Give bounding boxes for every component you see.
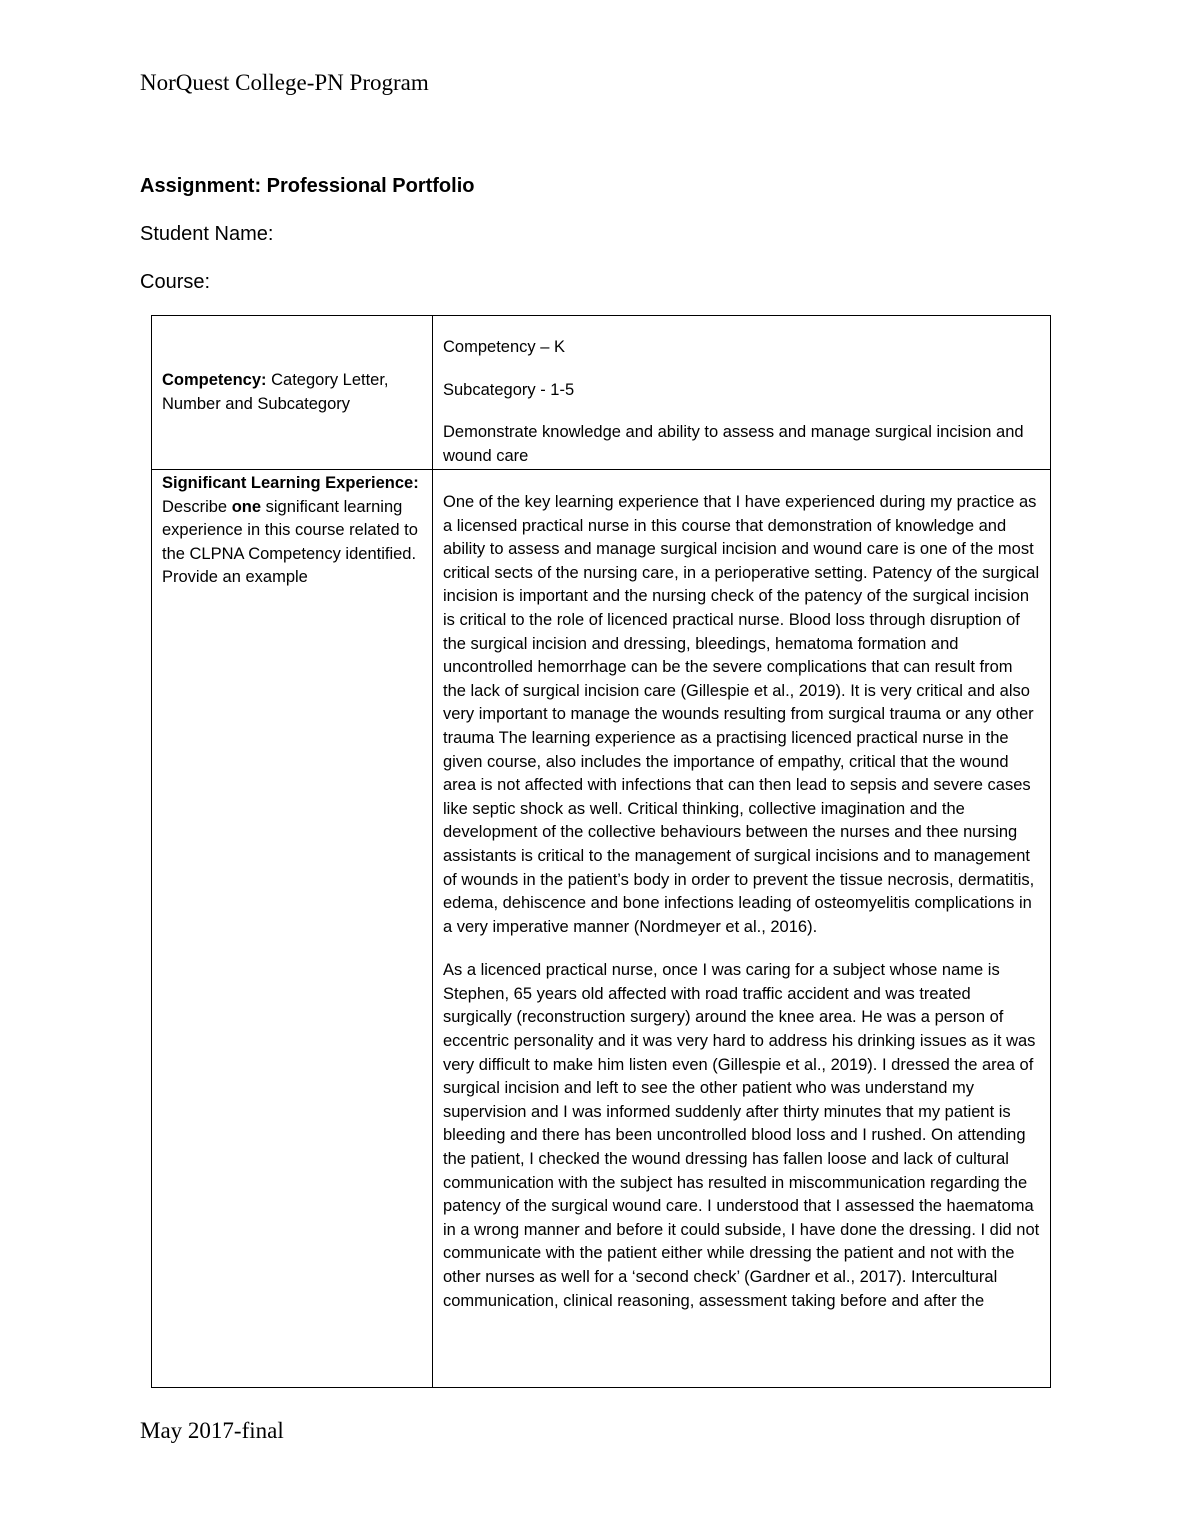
experience-label-cell [152,470,433,1388]
experience-label-one: one [231,497,262,516]
competency-letter: Competency – K [443,338,565,356]
page-footer: May 2017-final [140,1418,284,1443]
experience-content-cell [433,470,1051,1388]
course-label: Course: [140,271,211,293]
experience-label-description: significant learning experience in this course related to the CLPNA Competency identified. Provide an example [162,497,418,587]
experience-paragraph-2: As a licenced practical nurse, once I was caring for a subject whose name is Stephen, 65 years old affected with road traffic accident and was treated surgically (reconstruction surgery) around the knee area. He was a person of eccentric personality and it was very hard to address his drinking issues as it was very difficult to make him listen even (Gillespie et al., 2019). I dressed the area of surgical incision and left to see the other patient who was understand my supervision and I was informed suddenly after thirty minutes that my patient is bleeding and there has been uncontrolled blood loss and I rushed. On attending the patient, I checked the wound dressing has fallen loose and lack of cultural communication with the subject has resulted in miscommunication regarding the patency of the surgical wound care. I understood that I assessed the haematoma in a wrong manner and before it could subside, I have done the dressing. I did not communicate with the patient either while dressing the patient and not with the other nurses as well for a ‘second check’ (Gardner et al., 2017). Intercultural communication, clinical reasoning, assessment taking before and after the [443,961,1040,1310]
assignment-title: Assignment: Professional Portfolio [140,175,475,197]
competency-label-description: Category Letter, Number and Subcategory [162,370,389,413]
experience-label-heading: Significant Learning Experience: [162,474,419,492]
portfolio-table [151,315,1051,1388]
experience-content [443,491,1040,1386]
page-header: NorQuest College-PN Program [140,70,429,95]
competency-description: Demonstrate knowledge and ability to assess and manage surgical incision and wound care [443,423,1024,465]
student-name-label: Student Name: [140,223,274,245]
competency-subcategory: Subcategory - 1-5 [443,380,575,399]
competency-row [152,316,1051,470]
experience-label-describe: Describe [162,497,232,516]
experience-paragraph-1: One of the key learning experience that I have experienced during my practice as a licensed practical nurse in this course that demonstration of knowledge and ability to assess and manage surgical incision and wound care is one of the most critical sects of the nursing care, in a perioperative setting. Patency of the surgical incision is important and the nursing check of the patency of the surgical incision is critical to the role of licenced practical nurse. Blood loss through disruption of the surgical incision and dressing, bleedings, hematoma formation and uncontrolled hemorrhage can be the severe complications that can result from the lack of surgical incision care (Gillespie et al., 2019). It is very critical and also very important to manage the wounds resulting from surgical trauma or any other trauma The learning experience as a practising licenced practical nurse in the given course, also includes the importance of empathy, critical that the wound area is not affected with infections that can then lead to sepsis and severe cases like septic shock as well. Critical thinking, collective imagination and the development of the collective behaviours between the nurses and thee nursing assistants is critical to the management of surgical incisions and to management of wounds in the patient’s body in order to prevent the tissue necrosis, dermatitis, edema, dehiscence and bone infections leading of osteomyelitis complications in a very imperative manner (Nordmeyer et al., 2016). [443,493,1040,936]
competency-label-heading: Competency: [162,370,267,389]
learning-experience-row [152,470,1051,1388]
competency-value-cell [433,316,1051,470]
competency-label-cell [152,316,433,470]
